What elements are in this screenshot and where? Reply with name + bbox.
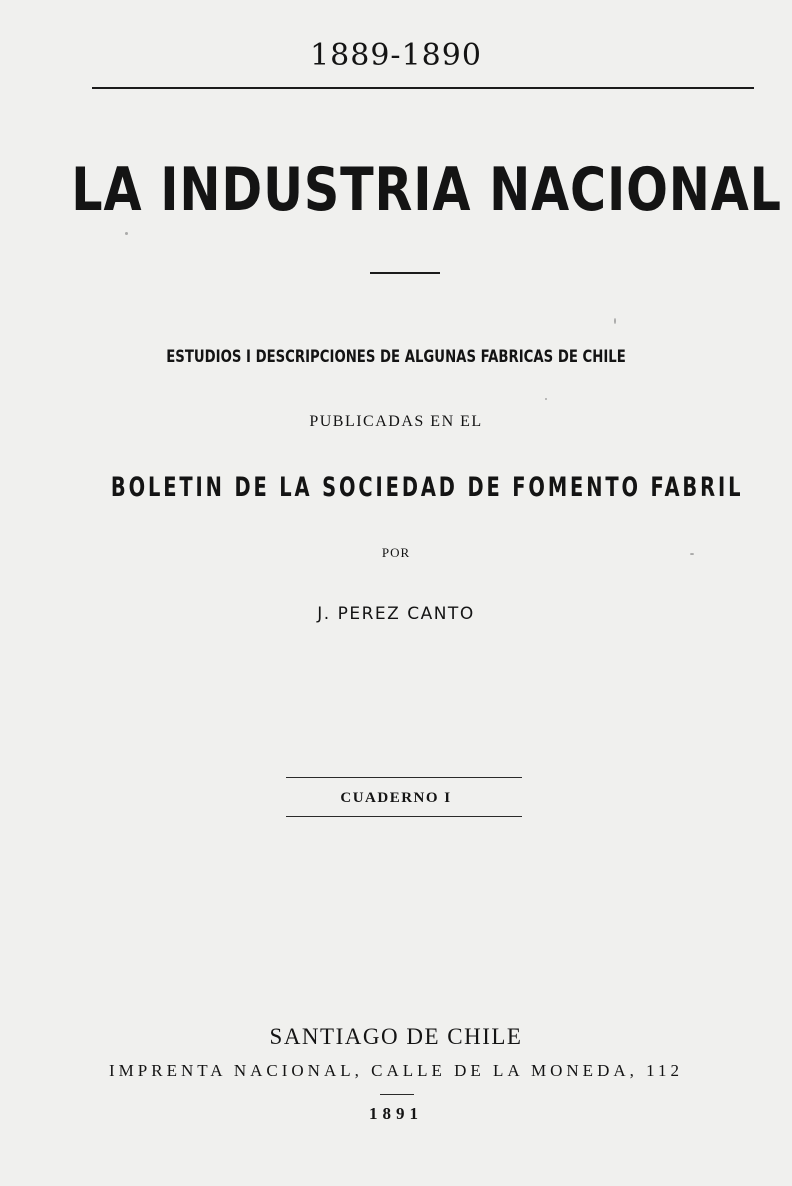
volume-rule-bottom: [286, 816, 522, 817]
published-in-label: PUBLICADAS EN EL: [309, 413, 483, 430]
by-label: POR: [381, 545, 411, 560]
year-rule: [380, 1094, 414, 1095]
paper-speck: [690, 553, 694, 555]
author-name: J. PEREZ CANTO: [317, 604, 475, 624]
bulletin-name: BOLETIN DE LA SOCIEDAD DE FOMENTO FABRIL: [110, 472, 744, 503]
header-years: 1889-1890: [310, 38, 482, 73]
imprint-press: IMPRENTA NACIONAL, CALLE DE LA MONEDA, 112: [109, 1061, 683, 1080]
volume-rule-top: [286, 777, 522, 778]
book-title: LA INDUSTRIA NACIONAL: [71, 155, 782, 225]
paper-speck: [545, 398, 547, 400]
paper-speck: [125, 232, 128, 235]
header-rule: [92, 87, 754, 89]
imprint-city: SANTIAGO DE CHILE: [269, 1024, 523, 1049]
title-rule: [370, 272, 440, 274]
book-subtitle: ESTUDIOS I DESCRIPCIONES DE ALGUNAS FABRICAS DE CHILE: [166, 347, 626, 367]
imprint-year: 1891: [369, 1104, 423, 1123]
volume-label: CUADERNO I: [340, 790, 452, 806]
paper-speck: [614, 318, 616, 324]
